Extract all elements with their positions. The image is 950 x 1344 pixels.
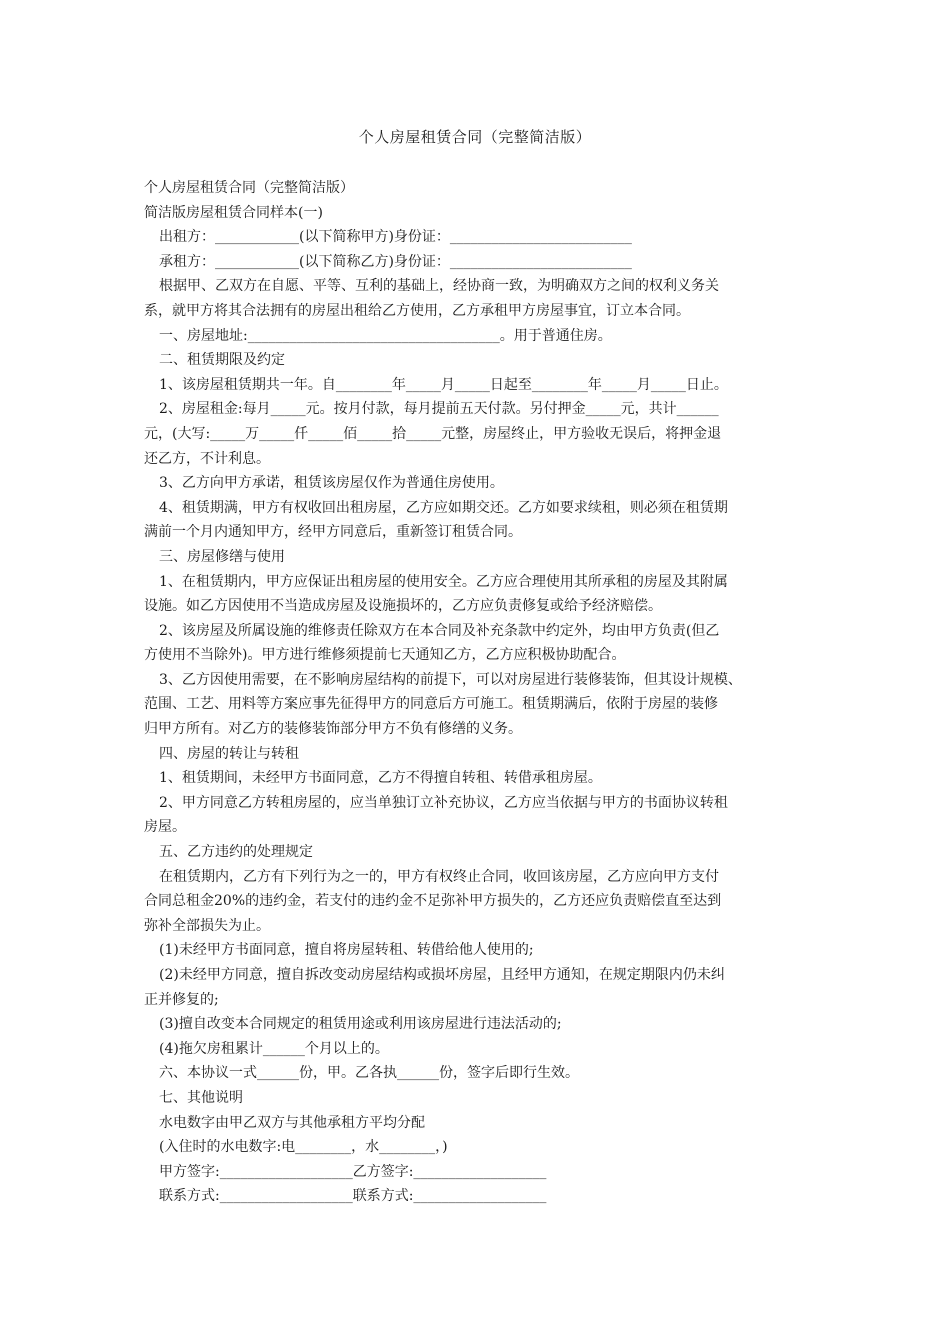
body-line: 二、租赁期限及约定 [159,352,285,369]
document-body [144,176,816,1209]
body-line: 还乙方，不计利息。 [144,450,270,467]
body-line: 五、乙方违约的处理规定 [159,844,313,861]
body-line: 甲方签字:___________________乙方签字:___________________ [159,1163,547,1180]
body-line: 方使用不当除外)。甲方进行维修须提前七天通知乙方，乙方应积极协助配合。 [144,647,626,664]
body-line: 4、租赁期满，甲方有权收回出租房屋，乙方应如期交还。乙方如要求续租，则必须在租赁期 [159,499,728,516]
body-line: 正并修复的; [144,991,219,1008]
body-line: 联系方式:___________________联系方式:___________________ [159,1188,547,1205]
body-line: 个人房屋租赁合同（完整简洁版） [144,180,354,196]
body-line: 简洁版房屋租赁合同样本(一) [144,204,323,221]
body-line: 1、该房屋租赁期共一年。自________年_____月_____日起至________年_____月_____日止。 [159,376,728,393]
body-line: 系，就甲方将其合法拥有的房屋出租给乙方使用，乙方承租甲方房屋事宜，订立本合同。 [144,302,690,319]
body-line: 出租方：____________(以下简称甲方)身份证：__________________________ [159,229,632,246]
body-line: 房屋。 [144,819,186,836]
body-line: 1、在租赁期内，甲方应保证出租房屋的使用安全。乙方应合理使用其所承租的房屋及其附属 [159,573,728,590]
body-line: 范围、工艺、用料等方案应事先征得甲方的同意后方可施工。租赁期满后，依附于房屋的装修 [144,696,718,713]
body-line: 2、甲方同意乙方转租房屋的，应当单独订立补充协议，乙方应当依据与甲方的书面协议转租 [159,794,728,811]
body-line: 六、本协议一式______份，甲。乙各执______份，签字后即行生效。 [159,1065,579,1082]
body-line: 弥补全部损失为止。 [144,917,270,934]
body-line: (4)拖欠房租累计______个月以上的。 [159,1040,389,1057]
body-line: 归甲方所有。对乙方的装修装饰部分甲方不负有修缮的义务。 [144,721,522,738]
body-line: 满前一个月内通知甲方，经甲方同意后，重新签订租赁合同。 [144,524,522,541]
body-line: 设施。如乙方因使用不当造成房屋及设施损坏的，乙方应负责修复或给予经济赔偿。 [144,598,662,615]
body-line: 一、房屋地址:____________________________________。用于普通住房。 [159,327,612,344]
body-line: (入住时的水电数字:电________，水________，) [159,1139,448,1156]
document-title: 个人房屋租赁合同（完整简洁版） [358,128,592,146]
body-line: 水电数字由甲乙双方与其他承租方平均分配 [159,1114,425,1131]
body-line: 2、该房屋及所属设施的维修责任除双方在本合同及补充条款中约定外，均由甲方负责(但乙 [159,622,720,639]
body-line: 元，(大写:_____万_____仟_____佰_____拾_____元整，房屋终止，甲方验收无误后，将押金退 [144,425,722,442]
body-line: 三、房屋修缮与使用 [159,548,285,565]
body-line: (2)未经甲方同意，擅自拆改变动房屋结构或损坏房屋，且经甲方通知，在规定期限内仍未纠 [159,967,725,983]
body-line: 七、其他说明 [159,1089,243,1106]
body-line: 四、房屋的转让与转租 [159,745,299,762]
body-line: (3)擅自改变本合同规定的租赁用途或利用该房屋进行违法活动的; [159,1016,562,1033]
body-line: 根据甲、乙双方在自愿、平等、互利的基础上，经协商一致，为明确双方之间的权利义务关 [159,278,719,295]
body-line: 合同总租金20%的违约金，若支付的违约金不足弥补甲方损失的，乙方还应负责赔偿直至达到 [144,893,722,910]
body-line: 承租方：____________(以下简称乙方)身份证：__________________________ [159,253,632,270]
body-line: (1)未经甲方书面同意，擅自将房屋转租、转借给他人使用的; [159,942,534,959]
body-line: 3、乙方因使用需要，在不影响房屋结构的前提下，可以对房屋进行装修装饰，但其设计规模、 [159,671,742,688]
body-line: 在租赁期内，乙方有下列行为之一的，甲方有权终止合同，收回该房屋，乙方应向甲方支付 [159,868,719,885]
body-line: 1、租赁期间，未经甲方书面同意，乙方不得擅自转租、转借承租房屋。 [159,770,602,787]
body-line: 3、乙方向甲方承诺，租赁该房屋仅作为普通住房使用。 [159,475,504,492]
body-line: 2、房屋租金:每月_____元。按月付款，每月提前五天付款。另付押金_____元，共计______ [159,401,719,418]
